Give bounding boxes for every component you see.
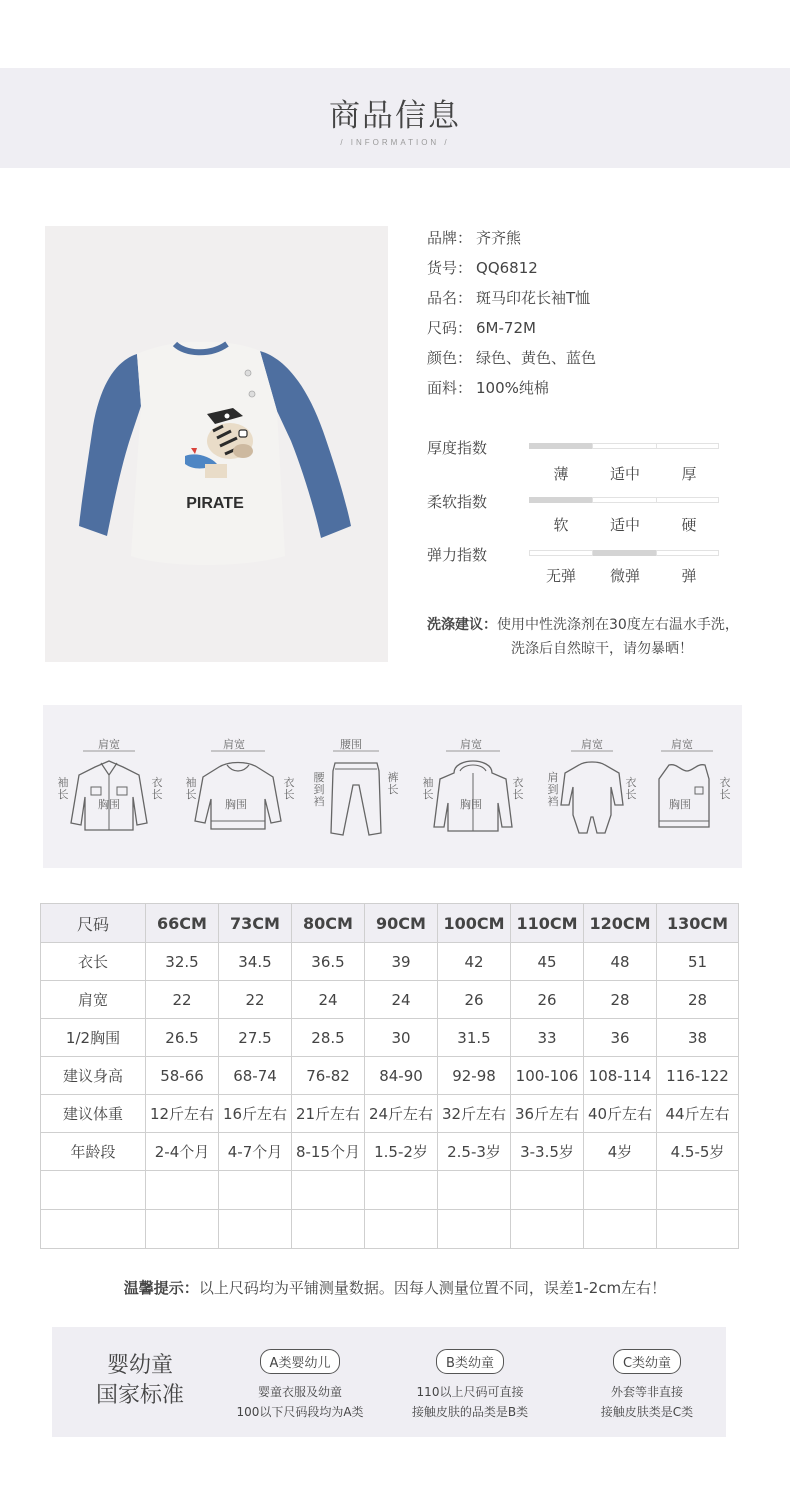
index-segment	[593, 497, 657, 503]
size-tip	[0, 1277, 790, 1298]
standard-title-line: 婴幼童	[106, 1353, 173, 1378]
size-cell: 80CM	[292, 904, 365, 943]
chest-label: 胸围	[225, 798, 247, 811]
info-row-color	[427, 348, 767, 378]
garment-pants	[309, 705, 409, 868]
class-c-pill: C类幼童	[613, 1349, 681, 1374]
index-option: 适中	[609, 465, 640, 483]
class-description: 100以下尺码段均为A类	[236, 1405, 364, 1419]
info-row-name	[427, 288, 767, 318]
size-cell: 22	[146, 981, 219, 1019]
index-label: 弹力指数	[427, 546, 488, 564]
body-length-label: 衣长	[283, 776, 295, 801]
class-description: 婴童衣服及幼童	[257, 1385, 342, 1399]
size-cell: 58-66	[146, 1057, 219, 1095]
info-value: 100%纯棉	[476, 379, 549, 397]
size-cell: 21斤左右	[292, 1095, 365, 1133]
shoulder-width-label: 肩宽	[98, 738, 120, 751]
index-segment	[593, 550, 657, 556]
shirt-body	[131, 342, 285, 565]
size-cell: 1.5-2岁	[365, 1133, 438, 1171]
size-cell: 26	[438, 981, 511, 1019]
shirt-icon	[55, 705, 165, 868]
chest-label: 胸围	[669, 798, 691, 811]
tip-label: 温馨提示：	[123, 1279, 199, 1297]
row-label-cell: 尺码	[41, 904, 146, 943]
index-segment	[593, 443, 657, 449]
info-value: QQ6812	[476, 259, 538, 277]
index-option: 适中	[609, 516, 640, 534]
index-segment	[657, 550, 721, 556]
size-cell: 44斤左右	[657, 1095, 739, 1133]
table-row-empty	[41, 1210, 739, 1249]
info-label: 品牌：	[427, 229, 473, 247]
size-cell: 100-106	[511, 1057, 584, 1095]
info-label: 面料：	[427, 379, 473, 397]
sleeve-length-label: 袖长	[422, 776, 434, 801]
index-option: 无弹	[545, 567, 576, 585]
size-cell: 66CM	[146, 904, 219, 943]
standard-title	[80, 1351, 200, 1411]
size-cell: 4.5-5岁	[657, 1133, 739, 1171]
row-label-cell: 衣长	[41, 943, 146, 981]
class-description: 接触皮肤类是C类	[600, 1405, 694, 1419]
size-cell: 73CM	[219, 904, 292, 943]
size-cell: 28.5	[292, 1019, 365, 1057]
size-cell: 12斤左右	[146, 1095, 219, 1133]
size-cell: 2.5-3岁	[438, 1133, 511, 1171]
body-length-label: 衣长	[151, 776, 163, 801]
garment-vest	[647, 705, 739, 868]
size-cell: 120CM	[584, 904, 657, 943]
size-cell: 2-4个月	[146, 1133, 219, 1171]
row-label-cell: 肩宽	[41, 981, 146, 1019]
tip-text: 以上尺码均为平铺测量数据。因每人测量位置不同，误差1-2cm左右！	[198, 1279, 667, 1297]
size-cell: 24	[365, 981, 438, 1019]
shoulder-width-label: 肩宽	[223, 738, 245, 751]
chest-label: 胸围	[98, 798, 120, 811]
size-cell: 45	[511, 943, 584, 981]
garment-romper	[541, 705, 641, 868]
size-cell: 116-122	[657, 1057, 739, 1095]
size-cell: 34.5	[219, 943, 292, 981]
size-cell	[657, 1210, 739, 1249]
size-cell: 39	[365, 943, 438, 981]
shoulder-width-label: 肩宽	[460, 738, 482, 751]
size-cell: 16斤左右	[219, 1095, 292, 1133]
size-cell	[365, 1171, 438, 1210]
class-description: 外套等非直接	[610, 1385, 683, 1399]
size-cell: 130CM	[657, 904, 739, 943]
index-segment	[529, 550, 593, 556]
row-label-cell: 1/2胸围	[41, 1019, 146, 1057]
index-option: 软	[553, 516, 569, 534]
index-option: 硬	[681, 516, 697, 534]
info-label: 颜色：	[427, 349, 473, 367]
index-segment	[529, 443, 593, 449]
size-cell: 24	[292, 981, 365, 1019]
size-cell	[511, 1210, 584, 1249]
index-label: 柔软指数	[427, 493, 488, 511]
size-cell	[438, 1210, 511, 1249]
size-table	[40, 903, 739, 1249]
size-cell: 36斤左右	[511, 1095, 584, 1133]
national-standard-panel	[52, 1327, 726, 1437]
row-label-cell: 建议体重	[41, 1095, 146, 1133]
size-cell	[219, 1171, 292, 1210]
info-label: 品名：	[427, 289, 473, 307]
table-row	[41, 1057, 739, 1095]
index-label: 厚度指数	[427, 439, 488, 457]
info-row-fabric	[427, 378, 767, 408]
size-cell	[365, 1210, 438, 1249]
waist-label: 腰围	[340, 738, 362, 751]
size-cell: 27.5	[219, 1019, 292, 1057]
size-cell	[146, 1171, 219, 1210]
row-label-cell: 建议身高	[41, 1057, 146, 1095]
index-segment	[657, 497, 721, 503]
size-cell: 51	[657, 943, 739, 981]
row-label-cell	[41, 1171, 146, 1210]
table-row	[41, 1095, 739, 1133]
table-row	[41, 1019, 739, 1057]
size-cell: 32斤左右	[438, 1095, 511, 1133]
size-cell: 92-98	[438, 1057, 511, 1095]
size-cell: 48	[584, 943, 657, 981]
size-cell: 3-3.5岁	[511, 1133, 584, 1171]
row-label-cell	[41, 1210, 146, 1249]
table-row	[41, 943, 739, 981]
size-cell	[584, 1171, 657, 1210]
tshirt-illustration	[45, 226, 388, 662]
size-cell	[438, 1171, 511, 1210]
pants-length-label: 裤长	[387, 771, 399, 796]
body-length-label: 衣长	[625, 776, 637, 801]
size-cell: 26.5	[146, 1019, 219, 1057]
table-header-row	[41, 904, 739, 943]
table-row	[41, 981, 739, 1019]
index-segment	[657, 443, 721, 449]
index-option: 薄	[553, 465, 569, 483]
size-cell: 8-15个月	[292, 1133, 365, 1171]
wash-text: 使用中性洗涤剂在30度左右温水手洗，	[497, 617, 739, 633]
size-cell: 24斤左右	[365, 1095, 438, 1133]
info-label: 货号：	[427, 259, 473, 277]
table-row-empty	[41, 1171, 739, 1210]
info-value: 斑马印花长袖T恤	[476, 289, 591, 307]
wash-label: 洗涤建议：	[427, 617, 497, 633]
index-option: 厚	[681, 465, 697, 483]
size-cell: 108-114	[584, 1057, 657, 1095]
size-cell: 110CM	[511, 904, 584, 943]
class-description: 110以上尺码可直接	[416, 1385, 524, 1399]
size-cell: 76-82	[292, 1057, 365, 1095]
standard-title-line: 国家标准	[95, 1383, 184, 1408]
wash-advice	[427, 613, 777, 661]
rise-label: 腰到裆	[313, 771, 325, 808]
body-length-label: 衣长	[512, 776, 524, 801]
info-row-brand	[427, 228, 767, 258]
size-cell: 33	[511, 1019, 584, 1057]
class-a	[220, 1349, 380, 1422]
print-text: PIRATE	[186, 495, 244, 512]
size-cell: 28	[657, 981, 739, 1019]
garment-sweater	[181, 705, 301, 868]
info-label: 尺码：	[427, 319, 473, 337]
shoulder-button-icon	[249, 391, 255, 397]
info-row-size	[427, 318, 767, 348]
shoulder-width-label: 肩宽	[671, 738, 693, 751]
index-option: 弹	[681, 567, 697, 585]
left-sleeve	[79, 354, 141, 536]
product-photo	[45, 226, 388, 662]
index-bar	[529, 550, 719, 556]
sleeve-length-label: 袖长	[185, 776, 197, 801]
info-value: 齐齐熊	[476, 229, 522, 247]
index-bar	[529, 443, 719, 449]
measurement-guide	[43, 705, 742, 868]
size-cell: 4岁	[584, 1133, 657, 1171]
wash-text: 洗涤后自然晾干，请勿暴晒！	[511, 641, 693, 657]
index-bar	[529, 497, 719, 503]
class-b-pill: B类幼童	[436, 1349, 504, 1374]
shoulder-width-label: 肩宽	[581, 738, 603, 751]
size-cell	[292, 1171, 365, 1210]
row-label-cell: 年龄段	[41, 1133, 146, 1171]
shoulder-to-crotch-label: 肩到裆	[547, 771, 559, 808]
garment-hoodie	[418, 705, 528, 868]
size-cell: 100CM	[438, 904, 511, 943]
class-description: 接触皮肤的品类是B类	[411, 1405, 529, 1419]
class-a-pill: A类婴幼儿	[260, 1349, 341, 1374]
index-segment	[529, 497, 593, 503]
size-cell	[219, 1210, 292, 1249]
section-title: 商品信息	[329, 98, 461, 134]
size-cell	[511, 1171, 584, 1210]
size-cell: 90CM	[365, 904, 438, 943]
size-cell	[584, 1210, 657, 1249]
section-header	[0, 68, 790, 168]
size-cell: 36.5	[292, 943, 365, 981]
size-cell: 31.5	[438, 1019, 511, 1057]
size-cell: 26	[511, 981, 584, 1019]
class-c	[567, 1349, 727, 1422]
size-cell: 42	[438, 943, 511, 981]
size-cell	[146, 1210, 219, 1249]
size-cell: 30	[365, 1019, 438, 1057]
size-cell	[292, 1210, 365, 1249]
size-cell: 28	[584, 981, 657, 1019]
size-cell: 84-90	[365, 1057, 438, 1095]
size-cell: 22	[219, 981, 292, 1019]
size-cell: 4-7个月	[219, 1133, 292, 1171]
size-cell: 40斤左右	[584, 1095, 657, 1133]
chest-label: 胸围	[460, 798, 482, 811]
size-cell: 32.5	[146, 943, 219, 981]
info-value: 绿色、黄色、蓝色	[476, 349, 597, 367]
body-length-label: 衣长	[719, 776, 731, 801]
size-cell: 68-74	[219, 1057, 292, 1095]
size-cell: 36	[584, 1019, 657, 1057]
shoulder-button-icon	[245, 370, 251, 376]
size-cell	[657, 1171, 739, 1210]
info-row-sku	[427, 258, 767, 288]
table-row	[41, 1133, 739, 1171]
info-value: 6M-72M	[476, 319, 536, 337]
sleeve-length-label: 袖长	[57, 776, 69, 801]
class-b	[390, 1349, 550, 1422]
index-option: 微弹	[609, 567, 640, 585]
garment-shirt	[55, 705, 165, 868]
section-subtitle: / INFORMATION /	[340, 138, 450, 147]
product-info-list	[427, 228, 767, 408]
size-cell: 38	[657, 1019, 739, 1057]
